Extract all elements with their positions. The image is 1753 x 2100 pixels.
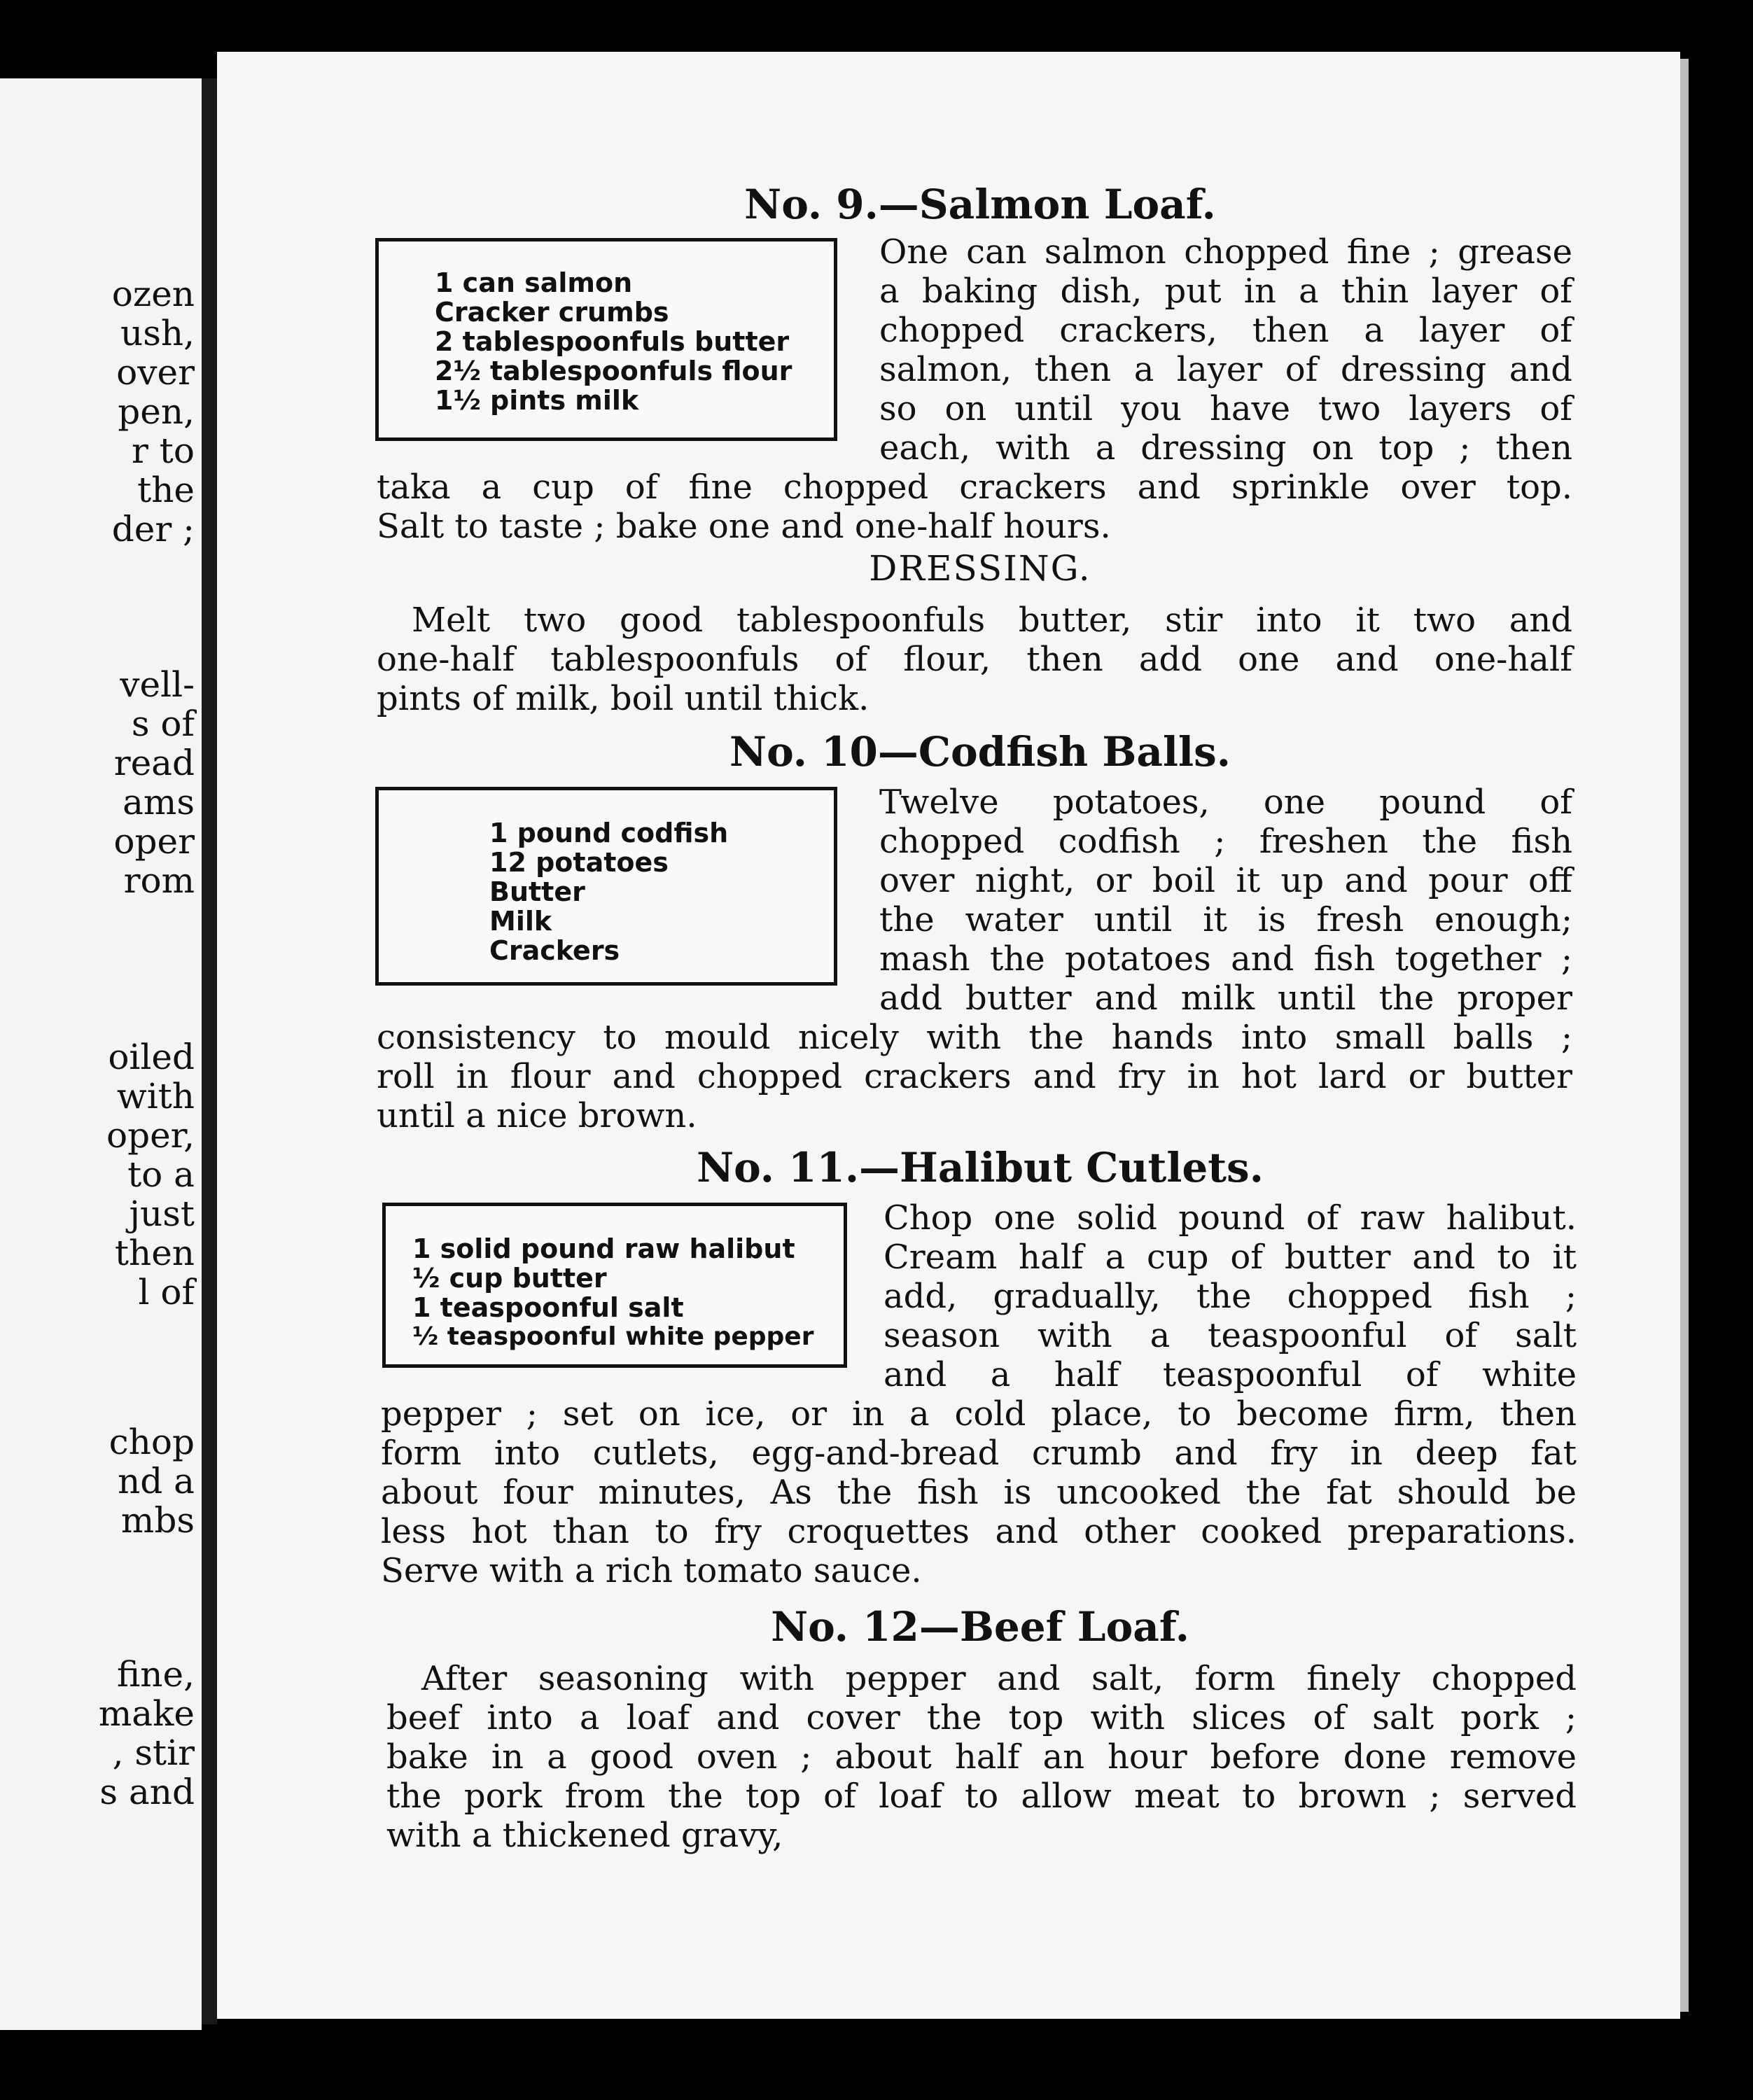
recipe-text-line: add butter and milk until the proper	[879, 979, 1572, 1018]
left-page-line: to a	[127, 1154, 195, 1195]
recipe-heading-beef-loaf: No. 12—Beef Loaf.	[771, 1603, 1189, 1651]
ingredient-item: 2 tablespoonfuls butter	[435, 326, 790, 357]
ingredient-item: Butter	[489, 876, 585, 907]
recipe-text-line: with a thickened gravy,	[386, 1816, 783, 1855]
left-page-line: fine,	[116, 1654, 195, 1695]
ingredient-item: 1 pound codfish	[489, 818, 729, 848]
left-page-line: ozen	[111, 274, 195, 314]
left-page-line: s of	[131, 704, 195, 744]
left-page-line: l of	[138, 1272, 195, 1312]
left-page-line: just	[129, 1194, 195, 1234]
ingredient-box-codfish-balls	[375, 787, 837, 986]
recipe-text-line: beef into a loaf and cover the top with slices of salt pork ;	[386, 1698, 1577, 1737]
recipe-text-line: pepper ; set on ice, or in a cold place, to become firm, then	[381, 1394, 1577, 1434]
page-edge	[1680, 59, 1689, 2012]
recipe-text-line: season with a teaspoonful of salt	[884, 1316, 1577, 1355]
recipe-text-line: over night, or boil it up and pour off	[879, 861, 1572, 900]
ingredient-item: ½ cup butter	[412, 1263, 607, 1294]
recipe-text-line: about four minutes, As the fish is uncooked the fat should be	[381, 1473, 1577, 1512]
ingredient-item: Milk	[489, 906, 552, 937]
recipe-text-line: the pork from the top of loaf to allow meat to brown ; served	[386, 1777, 1577, 1816]
recipe-text-line: Serve with a rich tomato sauce.	[381, 1551, 922, 1590]
recipe-text-line: until a nice brown.	[377, 1096, 697, 1135]
ingredient-item: 1 can salmon	[435, 267, 633, 298]
recipe-text-line: consistency to mould nicely with the hands into small balls ;	[377, 1018, 1572, 1057]
ingredient-item: 1 teaspoonful salt	[412, 1292, 684, 1323]
left-page-line: mbs	[120, 1500, 195, 1541]
recipe-text-line: After seasoning with pepper and salt, form finely chopped	[421, 1659, 1577, 1698]
recipe-heading-halibut-cutlets: No. 11.—Halibut Cutlets.	[697, 1144, 1264, 1191]
recipe-text-line: salmon, then a layer of dressing and	[879, 350, 1572, 389]
left-page-line: read	[113, 743, 195, 783]
recipe-text-line: one-half tablespoonfuls of flour, then add one and one-half	[377, 640, 1572, 679]
recipe-text-line: chopped crackers, then a layer of	[879, 311, 1572, 350]
recipe-text-line: pints of milk, boil until thick.	[377, 679, 869, 718]
left-page-line: vell-	[120, 664, 195, 705]
recipe-text-line: add, gradually, the chopped fish ;	[884, 1277, 1577, 1316]
left-page-line: chop	[109, 1422, 195, 1462]
left-page-line: der ;	[111, 509, 195, 550]
ingredient-item: Cracker crumbs	[435, 297, 669, 328]
book-gutter	[202, 78, 217, 2024]
recipe-text-line: Melt two good tablespoonfuls butter, stir into it two and	[412, 601, 1572, 640]
ingredient-item: Crackers	[489, 935, 620, 966]
recipe-text-line: roll in flour and chopped crackers and fry in hot lard or butter	[377, 1057, 1572, 1096]
left-page-line: oper,	[106, 1115, 195, 1156]
ingredient-item: 1 solid pound raw halibut	[412, 1233, 795, 1264]
left-page-line: pen,	[118, 391, 195, 432]
recipe-page	[217, 52, 1680, 2019]
left-page-fragment	[0, 78, 202, 2030]
ingredient-box-halibut-cutlets	[382, 1203, 847, 1368]
left-page-line: make	[98, 1693, 195, 1734]
recipe-text-line: so on until you have two layers of	[879, 389, 1572, 428]
recipe-text-line: Twelve potatoes, one pound of	[879, 783, 1572, 822]
recipe-text-line: taka a cup of fine chopped crackers and sprinkle over top.	[377, 468, 1572, 507]
recipe-text-line: the water until it is fresh enough;	[879, 900, 1572, 939]
left-page-line: nd a	[118, 1461, 195, 1502]
left-page-line: the	[137, 470, 195, 510]
recipe-text-line: chopped codfish ; freshen the fish	[879, 822, 1572, 861]
left-page-line: , stir	[112, 1732, 195, 1773]
left-page-line: r to	[132, 430, 195, 471]
left-page-line: s and	[99, 1772, 195, 1812]
ingredient-item: ½ teaspoonful white pepper	[412, 1322, 814, 1351]
ingredient-item: 1½ pints milk	[435, 385, 639, 416]
left-page-line: rom	[123, 860, 195, 901]
recipe-text-line: Chop one solid pound of raw halibut.	[884, 1198, 1577, 1238]
left-page-line: over	[116, 352, 195, 393]
recipe-text-line: a baking dish, put in a thin layer of	[879, 272, 1572, 311]
left-page-line: ams	[123, 782, 195, 822]
left-page-line: oper	[113, 821, 195, 862]
recipe-text-line: each, with a dressing on top ; then	[879, 428, 1572, 468]
left-page-line: ush,	[120, 313, 195, 354]
recipe-text-line: mash the potatoes and fish together ;	[879, 939, 1572, 979]
recipe-text-line: bake in a good oven ; about half an hour before done remove	[386, 1737, 1577, 1777]
left-page-line: then	[114, 1233, 195, 1273]
recipe-text-line: form into cutlets, egg-and-bread crumb and fry in deep fat	[381, 1434, 1577, 1473]
recipe-text-line: One can salmon chopped fine ; grease	[879, 232, 1572, 272]
left-page-line: with	[116, 1076, 195, 1116]
ingredient-item: 2½ tablespoonfuls flour	[435, 356, 792, 386]
recipe-heading-codfish-balls: No. 10—Codfish Balls.	[729, 728, 1231, 776]
recipe-text-line: Salt to taste ; bake one and one-half hours.	[377, 507, 1111, 546]
ingredient-item: 12 potatoes	[489, 847, 669, 878]
recipe-text-line: and a half teaspoonful of white	[884, 1355, 1577, 1394]
left-page-line: oiled	[108, 1037, 195, 1077]
recipe-text-line: Cream half a cup of butter and to it	[884, 1238, 1577, 1277]
recipe-text-line: less hot than to fry croquettes and other cooked preparations.	[381, 1512, 1577, 1551]
dressing-subheading: DRESSING.	[869, 548, 1091, 589]
ingredient-box-salmon-loaf	[375, 238, 837, 441]
recipe-heading-salmon-loaf: No. 9.—Salmon Loaf.	[744, 181, 1216, 228]
